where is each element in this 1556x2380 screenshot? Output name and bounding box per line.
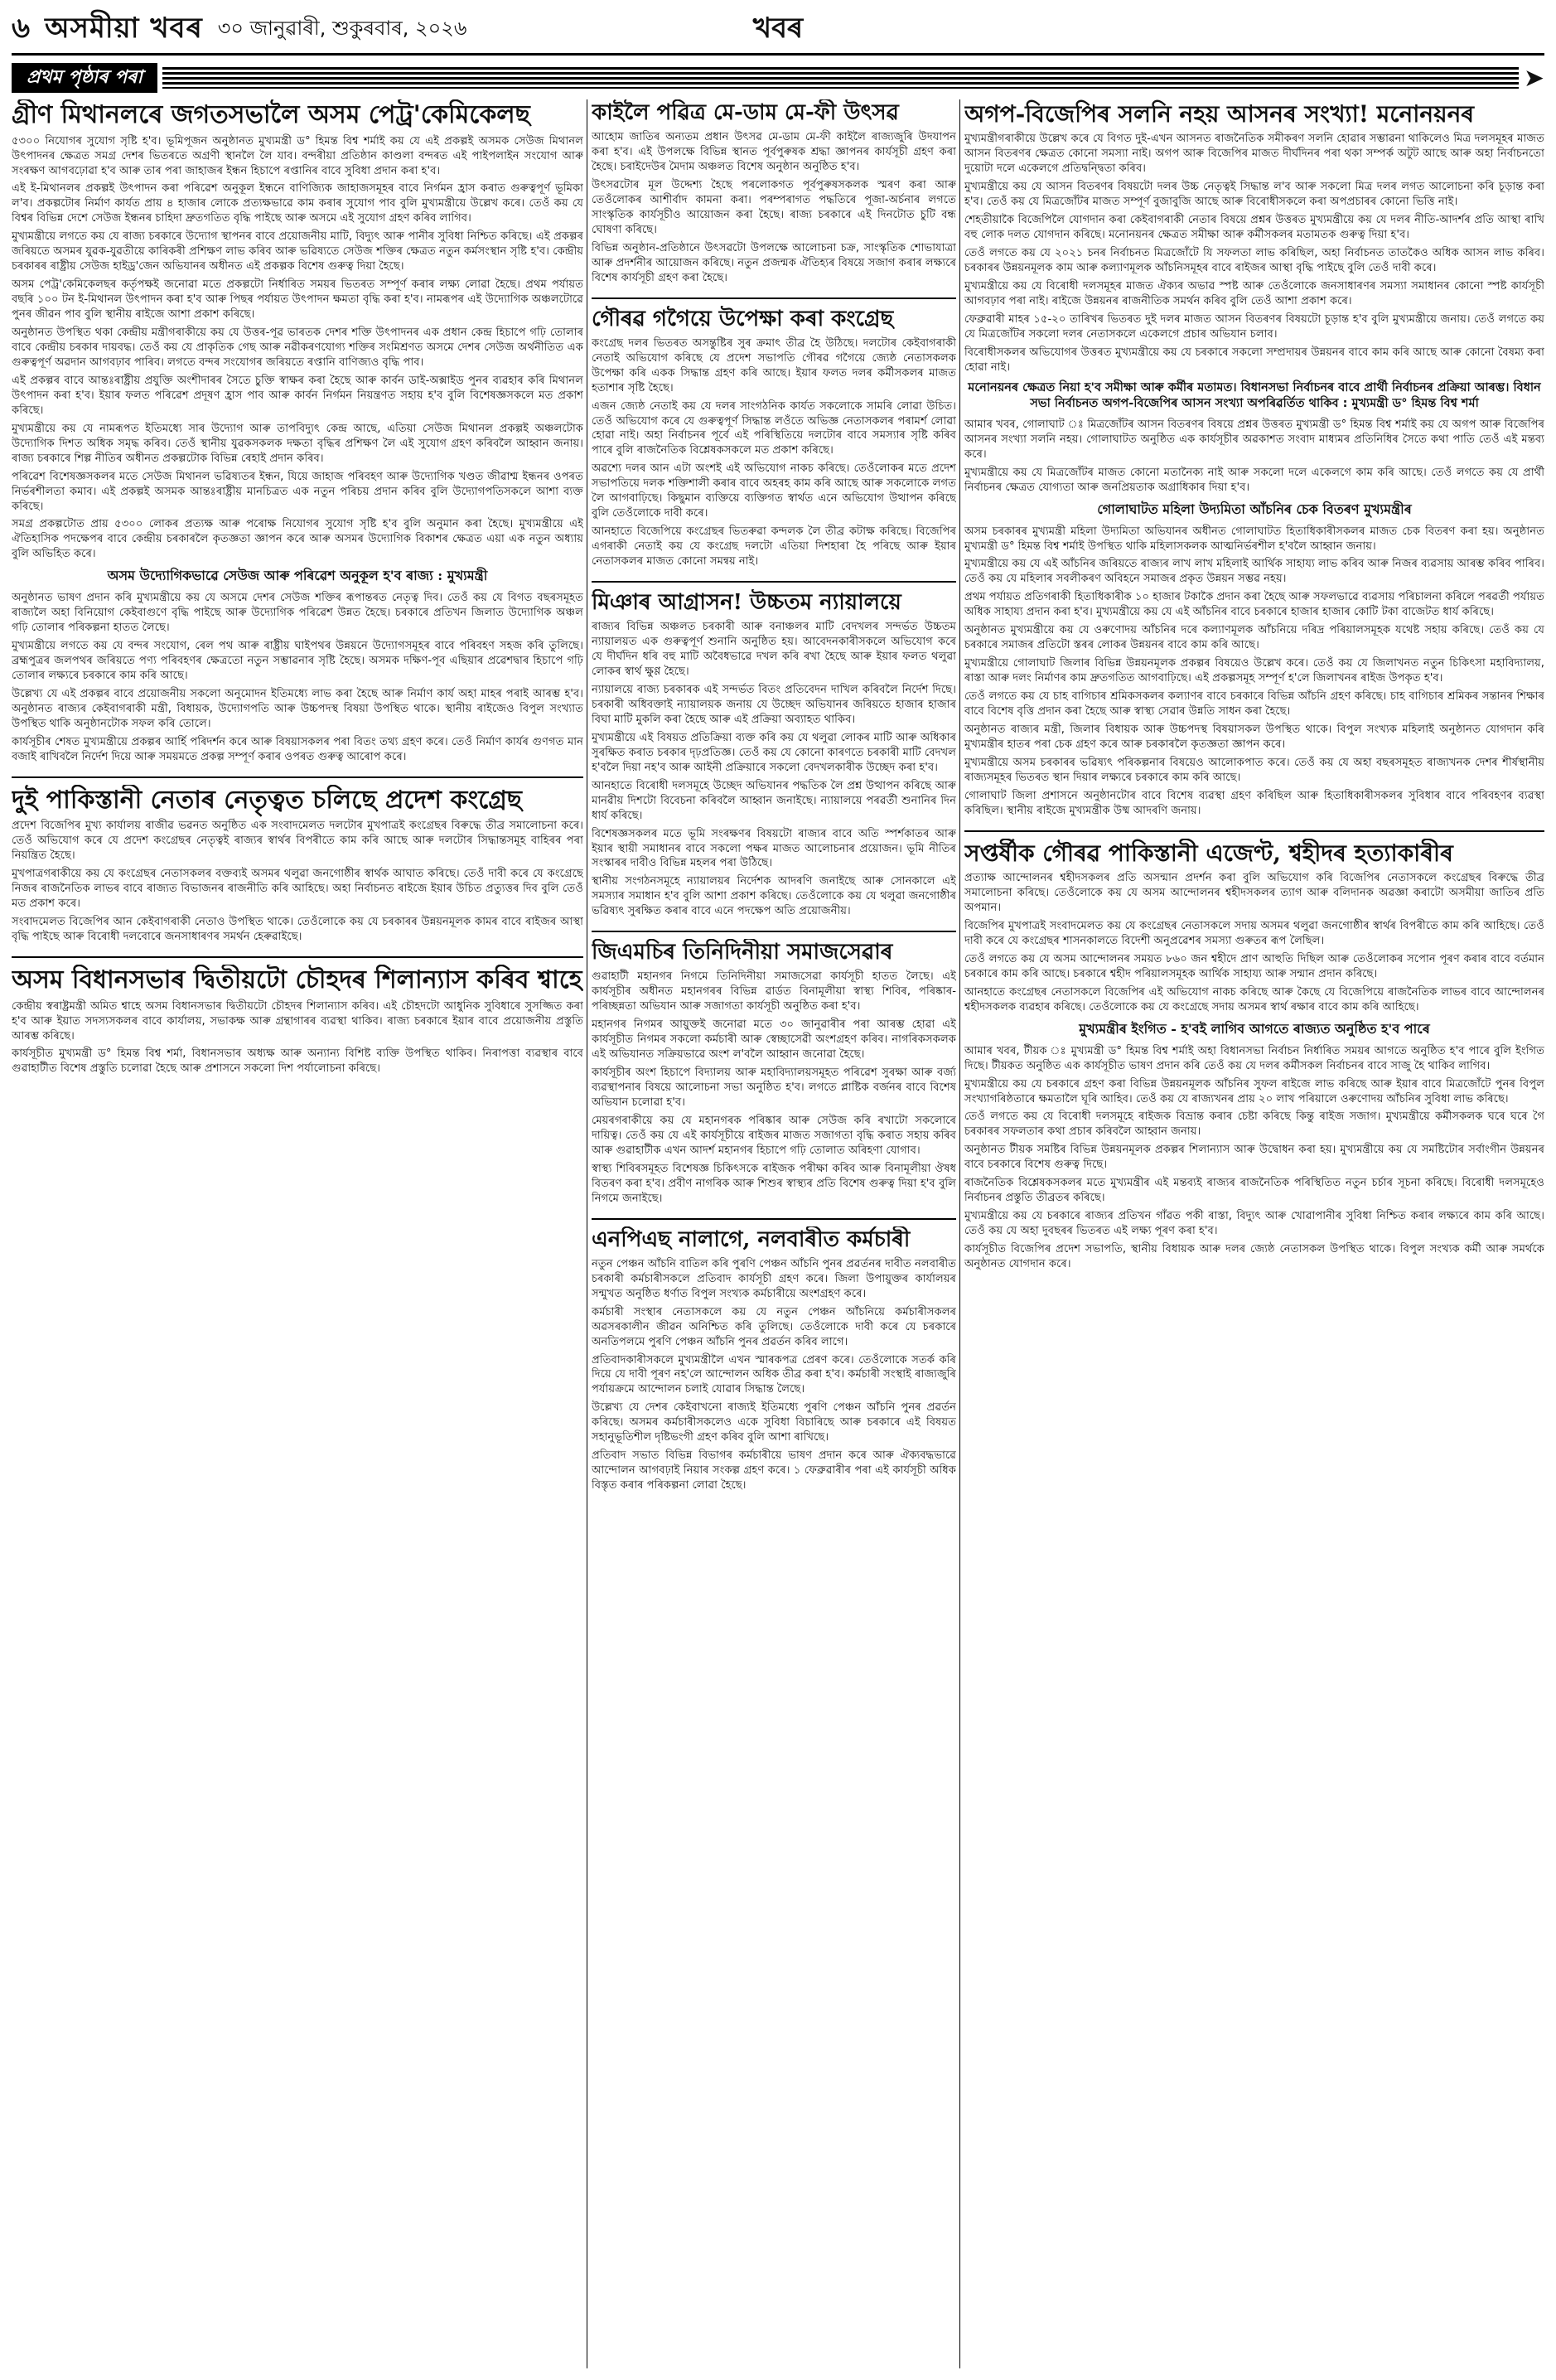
paragraph: আমাৰ খবৰ, টীয়ক ঃ মুখ্যমন্ত্ৰী ড° হিমন্ত বিশ্ব শৰ্মাই অহা বিধানসভা নিৰ্বাচন নিৰ্ধাৰিত সময়ৰ আগতে অনুষ্ঠিত হ'ব পাৰে বুলি ইংগিত দিছে। টীয়কত অনুষ্ঠিত এক কাৰ্যসূচীত ভাষণ প্ৰদান কৰি তেওঁ কয় যে দলৰ কৰ্মীসকল নিৰ্বাচনৰ বাবে সাজু হৈ থাকিব লাগিব। (964, 1044, 1544, 1072)
headline: জিএমচিৰ তিনিদিনীয়া সমাজসেৱাৰ (592, 940, 893, 965)
paragraph: মহানগৰ নিগমৰ আয়ুক্তই জনোৱা মতে ৩০ জানুৱাৰীৰ পৰা আৰম্ভ হোৱা এই কাৰ্যসূচীত নিগমৰ সকলো কৰ্মচাৰী আৰু স্বেচ্ছাসেৱী অংশগ্ৰহণ কৰিব। নাগৰিকসকলক এই অভিযানত সক্ৰিয়ভাৱে অংশ ল'বলৈ আহ্বান জনোৱা হৈছে। (592, 1018, 956, 1062)
paragraph: অনুষ্ঠানত ৰাজ্যৰ মন্ত্ৰী, জিলাৰ বিধায়ক আৰু উচ্চপদস্থ বিষয়াসকল উপস্থিত থাকে। বিপুল সংখ্যক মহিলাই অনুষ্ঠানত যোগদান কৰি মুখ্যমন্ত্ৰীৰ হাতৰ পৰা চেক গ্ৰহণ কৰে আৰু চৰকাৰলৈ কৃতজ্ঞতা জ্ঞাপন কৰে। (964, 723, 1544, 751)
article-gaurav-gogoi (592, 306, 956, 573)
column-left (12, 99, 583, 2368)
paragraph: ন্যায়ালয়ে ৰাজ্য চৰকাৰক এই সন্দৰ্ভত বিতং প্ৰতিবেদন দাখিল কৰিবলৈ নিৰ্দেশ দিছে। চৰকাৰী অধিবক্তাই ন্যায়ালয়ক জনায় যে উচ্ছেদ অভিযানৰ জৰিয়তে হাজাৰ হাজাৰ বিঘা মাটি মুকলি কৰা হৈছে আৰু এই প্ৰক্ৰিয়া অব্যাহত থাকিব। (592, 683, 956, 726)
paragraph: কৰ্মচাৰী সংস্থাৰ নেতাসকলে কয় যে নতুন পেঞ্চন আঁচনিয়ে কৰ্মচাৰীসকলৰ অৱসৰকালীন জীৱন অনিশ্চিত কৰি তুলিছে। তেওঁলোকে দাবী কৰে যে চৰকাৰে অনতিপলমে পুৰণি পেঞ্চন আঁচনি পুনৰ প্ৰৱৰ্তন কৰিব লাগে। (592, 1305, 956, 1348)
paragraph: মুখ্যমন্ত্ৰীয়ে কয় যে মিত্ৰজোঁটৰ মাজত কোনো মতানৈক্য নাই আৰু সকলো দলে একেলগে কাম কৰি আছে। তেওঁ লগতে কয় যে প্ৰাৰ্থী নিৰ্বাচনৰ ক্ষেত্ৰত যোগ্যতা আৰু জনপ্ৰিয়তাক অগ্ৰাধিকাৰ দিয়া হ'ব। (964, 466, 1544, 494)
paragraph: এই প্ৰকল্পৰ বাবে আন্তঃৰাষ্ট্ৰীয় প্ৰযুক্তি অংশীদাৰৰ সৈতে চুক্তি স্বাক্ষৰ কৰা হৈছে আৰু কাৰ্বন ডাই-অক্সাইড পুনৰ ব্যৱহাৰ কৰি মিথানল উৎপাদন কৰা হ'ব। ইয়াৰ ফলত পৰিৱেশ প্ৰদূষণ হ্ৰাস পাব আৰু কাৰ্বন নিৰ্গমন নিয়ন্ত্ৰণত সহায় হ'ব বুলি বিশেষজ্ঞসকলে মত প্ৰকাশ কৰিছে। (12, 374, 583, 417)
paragraph: বিজেপিৰ মুখপাত্ৰই সংবাদমেলত কয় যে কংগ্ৰেছৰ নেতাসকলে সদায় অসমৰ থলুৱা জনগোষ্ঠীৰ স্বাৰ্থৰ বিপৰীতে কাম কৰি আহিছে। তেওঁ দাবী কৰে যে কংগ্ৰেছৰ শাসনকালতে বিদেশী অনুপ্ৰৱেশৰ সমস্যা গুৰুতৰ ৰূপ লৈছিল। (964, 919, 1544, 947)
paragraph: প্ৰতিবাদ সভাত বিভিন্ন বিভাগৰ কৰ্মচাৰীয়ে ভাষণ প্ৰদান কৰে আৰু ঐক্যবদ্ধভাৱে আন্দোলন আগবঢ়াই নিয়াৰ সংকল্প গ্ৰহণ কৰে। ১ ফেব্ৰুৱাৰীৰ পৰা এই কাৰ্যসূচী অধিক বিস্তৃত কৰাৰ পৰিকল্পনা লোৱা হৈছে। (592, 1449, 956, 1492)
paragraph: উল্লেখ্য যে এই প্ৰকল্পৰ বাবে প্ৰয়োজনীয় সকলো অনুমোদন ইতিমধ্যে লাভ কৰা হৈছে আৰু নিৰ্মাণ কাৰ্য অহা মাহৰ পৰাই আৰম্ভ হ'ব। অনুষ্ঠানত ৰাজ্যৰ কেইবাগৰাকী মন্ত্ৰী, বিধায়ক, উদ্যোগপতি আৰু উচ্চপদস্থ বিষয়া উপস্থিত থাকে। স্থানীয় ৰাইজেও বিপুল সংখ্যাত উপস্থিত থাকি অনুষ্ঠানটোক সফল কৰি তোলে। (12, 688, 583, 730)
divider (592, 931, 956, 932)
page-number: ৬ (12, 11, 31, 45)
paragraph: পৰিৱেশ বিশেষজ্ঞসকলৰ মতে সেউজ মিথানল ভৱিষ্যতৰ ইন্ধন, যিয়ে জাহাজ পৰিবহণ আৰু উদ্যোগিক খণ্ডত জীৱাশ্ম ইন্ধনৰ ওপৰত নিৰ্ভৰশীলতা কমাব। এই প্ৰকল্পই অসমক আন্তঃৰাষ্ট্ৰীয় মানচিত্ৰত এক নতুন পৰিচয় প্ৰদান কৰিব বুলি উদ্যোগপতিসকলে আশা ব্যক্ত কৰিছে। (12, 470, 583, 513)
paragraph: অসম পেট্ৰ'কেমিকেলছৰ কৰ্তৃপক্ষই জনোৱা মতে প্ৰকল্পটো নিৰ্ধাৰিত সময়ৰ ভিতৰত সম্পূৰ্ণ কৰাৰ লক্ষ্য লোৱা হৈছে। প্ৰথম পৰ্যায়ত বছৰি ১০০ টন ই-মিথানল উৎপাদন কৰা হ'ব আৰু পিছৰ পৰ্যায়ত উৎপাদন ক্ষমতা বৃদ্ধি কৰা হ'ব। নামৰূপৰ এই উদ্যোগিক অঞ্চলটোৱে পুনৰ জীৱন পাব বুলি স্থানীয় ৰাইজে আশা প্ৰকাশ কৰিছে। (12, 278, 583, 322)
paragraph: বিশেষজ্ঞসকলৰ মতে ভূমি সংৰক্ষণৰ বিষয়টো ৰাজ্যৰ বাবে অতি স্পৰ্শকাতৰ আৰু ইয়াৰ স্থায়ী সমাধানৰ বাবে সকলো পক্ষৰ মাজত আলোচনাৰ প্ৰয়োজন। ভূমি নীতিৰ সংস্কাৰৰ দাবীও বিভিন্ন মহলৰ পৰা উঠিছে। (592, 827, 956, 870)
paragraph: বিৰোধীসকলৰ অভিযোগৰ উত্তৰত মুখ্যমন্ত্ৰীয়ে কয় যে চৰকাৰে সকলো সম্প্ৰদায়ৰ উন্নয়নৰ বাবে কাম কৰি আছে আৰু কোনো বৈষম্য কৰা হোৱা নাই। (964, 346, 1544, 374)
paragraph: নতুন পেঞ্চন আঁচনি বাতিল কৰি পুৰণি পেঞ্চন আঁচনি পুনৰ প্ৰৱৰ্তনৰ দাবীত নলবাৰীত চৰকাৰী কৰ্মচাৰীসকলে প্ৰতিবাদ কাৰ্যসূচী গ্ৰহণ কৰে। জিলা উপায়ুক্তৰ কাৰ্যালয়ৰ সন্মুখত অনুষ্ঠিত ধৰ্ণাত বিপুল সংখ্যক কৰ্মচাৰীয়ে অংশগ্ৰহণ কৰে। (592, 1257, 956, 1300)
headline: গৌৰৱ গগৈয়ে উপেক্ষা কৰা কংগ্ৰেছ (592, 306, 894, 331)
paragraph: মুখ্যমন্ত্ৰীয়ে কয় যে চৰকাৰে গ্ৰহণ কৰা বিভিন্ন উন্নয়নমূলক আঁচনিৰ সুফল ৰাইজে লাভ কৰিছে আৰু ইয়াৰ বাবে মিত্ৰজোঁটে পুনৰ বিপুল সংখ্যাগৰিষ্ঠতাৰে ক্ষমতালৈ ঘূৰি আহিব। তেওঁ কয় যে ৰাজ্যখনৰ প্ৰায় ২০ লাখ পৰিয়ালে ওৰুণোদয় আঁচনিৰ সুবিধা লাভ কৰিছে। (964, 1077, 1544, 1105)
divider (964, 830, 1544, 832)
headline: গ্ৰীণ মিথানলৰে জগতসভালৈ অসম পেট্ৰ'কেমিকেলছ (12, 100, 530, 129)
article-assembly-complex (12, 965, 583, 1080)
paragraph: আহোম জাতিৰ অন্যতম প্ৰধান উৎসৱ মে-ডাম মে-ফী কাইলৈ ৰাজ্যজুৰি উদযাপন কৰা হ'ব। এই উপলক্ষে বিভিন্ন স্থানত পূৰ্বপুৰুষক শ্ৰদ্ধা জ্ঞাপনৰ কাৰ্যসূচী গ্ৰহণ কৰা হৈছে। চৰাইদেউৰ মৈদাম অঞ্চলত বিশেষ অনুষ্ঠান অনুষ্ঠিত হ'ব। (592, 131, 956, 174)
paragraph: কাৰ্যসূচীত মুখ্যমন্ত্ৰী ড° হিমন্ত বিশ্ব শৰ্মা, বিধানসভাৰ অধ্যক্ষ আৰু অন্যান্য বিশিষ্ট ব্যক্তি উপস্থিত থাকিব। নিৰাপত্তা ব্যৱস্থাৰ বাবে গুৱাহাটীত বিশেষ প্ৰস্তুতি চলোৱা হৈছে আৰু প্ৰশাসনে সকলো দিশ পৰ্যালোচনা কৰিছে। (12, 1047, 583, 1076)
article-saptarshi-agent (964, 839, 1544, 1275)
headline: এনপিএছ নালাগে, নলবাৰীত কৰ্মচাৰী (592, 1226, 911, 1252)
paragraph: মুখ্যমন্ত্ৰীয়ে লগতে কয় যে ৰাজ্য চৰকাৰে উদ্যোগ স্থাপনৰ বাবে প্ৰয়োজনীয় মাটি, বিদ্যুৎ আৰু পানীৰ সুবিধা নিশ্চিত কৰিছে। এই প্ৰকল্পৰ জৰিয়তে অসমৰ যুৱক-যুৱতীয়ে কাৰিকৰী প্ৰশিক্ষণ লাভ কৰিব আৰু ভৱিষ্যতে সেউজ শক্তিৰ ক্ষেত্ৰত নতুন কৰ্মসংস্থান সৃষ্টি হ'ব। কেন্দ্ৰীয় চৰকাৰৰ ৰাষ্ট্ৰীয় সেউজ হাইড্ৰ'জেন অভিযানৰ অধীনত এই প্ৰকল্পক বিশেষ গুৰুত্ব দিয়া হৈছে। (12, 230, 583, 273)
paragraph: সংবাদমেলত বিজেপিৰ আন কেইবাগৰাকী নেতাও উপস্থিত থাকে। তেওঁলোকে কয় যে চৰকাৰৰ উন্নয়নমূলক কামৰ বাবে ৰাইজৰ আস্থা বৃদ্ধি পাইছে আৰু বিৰোধী দলবোৰে জনসাধাৰণৰ সমৰ্থন হেৰুৱাইছে। (12, 916, 583, 944)
paragraph: গোলাঘাট জিলা প্ৰশাসনে অনুষ্ঠানটোৰ বাবে বিশেষ ব্যৱস্থা গ্ৰহণ কৰিছিল আৰু হিতাধিকাৰীসকলৰ সুবিধাৰ বাবে পৰিবহণৰ ব্যৱস্থা কৰিছিল। স্থানীয় ৰাইজে মুখ্যমন্ত্ৰীক উষ্ম আদৰণি জনায়। (964, 789, 1544, 817)
paragraph: স্থানীয় সংগঠনসমূহে ন্যায়ালয়ৰ নিৰ্দেশক আদৰণি জনাইছে আৰু সোনকালে এই সমস্যাৰ সমাধান হ'ব বুলি আশা প্ৰকাশ কৰিছে। তেওঁলোকে কয় যে থলুৱা জনগোষ্ঠীৰ ভৱিষ্যৎ সুৰক্ষিত কৰাৰ বাবে এনে পদক্ষেপ অতি প্ৰয়োজনীয়। (592, 875, 956, 918)
article-pakistani-leaders (12, 785, 583, 948)
issue-date: ৩০ জানুৱাৰী, শুকুৰবাৰ, ২০২৬ (217, 17, 467, 40)
headline: দুই পাকিস্তানী নেতাৰ নেতৃত্বত চলিছে প্ৰদেশ কংগ্ৰেছ (12, 785, 522, 815)
article-body (12, 134, 583, 563)
paragraph: প্ৰথম পৰ্যায়ত প্ৰতিগৰাকী হিতাধিকাৰীক ১০ হাজাৰ টকাকৈ প্ৰদান কৰা হৈছে আৰু সফলভাৱে ব্যৱসায় পৰিচালনা কৰিলে পৰৱৰ্তী পৰ্যায়ত অধিক সাহায্য প্ৰদান কৰা হ'ব। মুখ্যমন্ত্ৰীয়ে কয় যে এই আঁচনিৰ বাবে চৰকাৰে হাজাৰ হাজাৰ কোটি টকা বাজেটত ধাৰ্য কৰিছে। (964, 591, 1544, 619)
paragraph: মুখপাত্ৰগৰাকীয়ে কয় যে কংগ্ৰেছৰ নেতাসকলৰ বক্তব্যই অসমৰ থলুৱা জনগোষ্ঠীৰ স্বাৰ্থক আঘাত কৰিছে। তেওঁ দাবী কৰে যে কংগ্ৰেছে নিজৰ ৰাজনৈতিক লাভৰ বাবে ৰাজ্যত বিভাজনৰ ৰাজনীতি কৰি আহিছে। অহা নিৰ্বাচনত ৰাইজে ইয়াৰ উচিত প্ৰত্যুত্তৰ দিব বুলি তেওঁ মত প্ৰকাশ কৰে। (12, 868, 583, 911)
subheadline: মুখ্যমন্ত্ৰীৰ ইংগিত - হ'বই লাগিব আগতে ৰাজ্যত অনুষ্ঠিত হ'ব পাৰে (1079, 1020, 1430, 1037)
paragraph: ৰাজ্যৰ বিভিন্ন অঞ্চলত চৰকাৰী আৰু বনাঞ্চলৰ মাটি বেদখলৰ সন্দৰ্ভত উচ্চতম ন্যায়ালয়ত এক গুৰুত্বপূৰ্ণ শুনানি অনুষ্ঠিত হয়। আবেদনকাৰীসকলে অভিযোগ কৰে যে দীৰ্ঘদিন ধৰি বহু মাটি অবৈধভাৱে দখল কৰি ৰখা হৈছে আৰু ইয়াৰ ফলত থলুৱা লোকৰ স্বাৰ্থ ক্ষুণ্ণ হৈছে। (592, 621, 956, 679)
divider (592, 1218, 956, 1220)
masthead (12, 7, 1544, 56)
column-middle (592, 99, 956, 2368)
paragraph: আনহাতে বিৰোধী দলসমূহে উচ্ছেদ অভিযানৰ পদ্ধতিক লৈ প্ৰশ্ন উত্থাপন কৰিছে আৰু মানৱীয় দিশটো বিবেচনা কৰিবলৈ আহ্বান জনাইছে। ন্যায়ালয়ে পৰৱৰ্তী শুনানিৰ দিন ধাৰ্য কৰিছে। (592, 779, 956, 822)
paragraph: অনুষ্ঠানত উপস্থিত থকা কেন্দ্ৰীয় মন্ত্ৰীগৰাকীয়ে কয় যে উত্তৰ-পূৱ ভাৰতক দেশৰ শক্তি উৎপাদনৰ এক প্ৰধান কেন্দ্ৰ হিচাপে গঢ়ি তোলাৰ বাবে কেন্দ্ৰীয় চৰকাৰ দায়বদ্ধ। তেওঁ কয় যে প্ৰাকৃতিক গেছ আৰু নৱীকৰণযোগ্য শক্তিৰ সংমিশ্ৰণত অসমে দেশৰ সেউজ অৰ্থনীতিত এক গুৰুত্বপূৰ্ণ অৱদান আগবঢ়াব পাৰিব। লগতে বন্দৰ সংযোগৰ জৰিয়তে ৰপ্তানি বাণিজ্যও বৃদ্ধি পাব। (12, 327, 583, 369)
paragraph: মুখ্যমন্ত্ৰীয়ে এই বিষয়ত প্ৰতিক্ৰিয়া ব্যক্ত কৰি কয় যে থলুৱা লোকৰ মাটি আৰু অধিকাৰ সুৰক্ষিত কৰাত চৰকাৰ দৃঢ়প্ৰতিজ্ঞ। তেওঁ কয় যে কোনো কাৰণতে চৰকাৰী মাটি বেদখল হ'বলৈ দিয়া নহ'ব আৰু আইনী প্ৰক্ৰিয়াৰে সকলো বেদখলকাৰীক উচ্ছেদ কৰা হ'ব। (592, 731, 956, 774)
paragraph: মুখ্যমন্ত্ৰীয়ে কয় যে বিৰোধী দলসমূহৰ মাজত ঐক্যৰ অভাৱ স্পষ্ট আৰু তেওঁলোকে জনসাধাৰণৰ সমস্যা সমাধানৰ কোনো স্পষ্ট কাৰ্যসূচী আগবঢ়াব পৰা নাই। ৰাইজে উন্নয়নৰ ৰাজনীতিক সমৰ্থন কৰিব বুলি তেওঁ আশা প্ৰকাশ কৰে। (964, 279, 1544, 307)
arrow-right-icon: ➤ (1523, 63, 1544, 93)
masthead-left (12, 7, 466, 54)
paragraph: মুখ্যমন্ত্ৰীয়ে অসম চৰকাৰৰ ভৱিষ্যৎ পৰিকল্পনাৰ বিষয়েও আলোকপাত কৰে। তেওঁ কয় যে অহা বছৰসমূহত ৰাজ্যখনক দেশৰ শীৰ্ষস্থানীয় ৰাজ্যসমূহৰ ভিতৰত স্থান দিয়াৰ লক্ষ্যৰে চৰকাৰে কাম কৰি আছে। (964, 756, 1544, 784)
subheadline: গোলাঘাটত মহিলা উদ্যমিতা আঁচনিৰ চেক বিতৰণ মুখ্যমন্ত্ৰীৰ (1097, 501, 1412, 517)
paragraph: মুখ্যমন্ত্ৰীয়ে কয় যে আসন বিতৰণৰ বিষয়টো দলৰ উচ্চ নেতৃত্বই সিদ্ধান্ত ল'ব আৰু সকলো মিত্ৰ দলৰ লগত আলোচনা কৰি চূড়ান্ত কৰা হ'ব। তেওঁ কয় যে মিত্ৰজোঁটৰ মাজত সম্পূৰ্ণ বুজাবুজি আছে আৰু বিৰোধীসকলে কৰা অপপ্ৰচাৰৰ কোনো ভিত্তি নাই। (964, 181, 1544, 209)
paragraph: মুখ্যমন্ত্ৰীয়ে লগতে কয় যে বন্দৰ সংযোগ, ৰেল পথ আৰু ৰাষ্ট্ৰীয় ঘাইপথৰ উন্নয়নে উদ্যোগসমূহৰ বাবে পৰিবহণ সহজ কৰি তুলিছে। ব্ৰহ্মপুত্ৰৰ জলপথৰ জৰিয়তে পণ্য পৰিবহণৰ ক্ষেত্ৰতো নতুন সম্ভাৱনাৰ সৃষ্টি হৈছে। অসমক দক্ষিণ-পূব এছিয়াৰ প্ৰৱেশদ্বাৰ হিচাপে গঢ়ি তোলাৰ লক্ষ্যৰে চৰকাৰে কাম কৰি আছে। (12, 640, 583, 683)
column-right (964, 99, 1544, 2368)
paragraph: তেওঁ লগতে কয় যে অসম আন্দোলনৰ সময়ত ৮৬০ জন শ্বহীদে প্ৰাণ আহুতি দিছিল আৰু তেওঁলোকৰ সপোন পূৰণ কৰাৰ বাবে বৰ্তমান চৰকাৰে কাম কৰি আছে। চৰকাৰে শ্বহীদ পৰিয়ালসমূহক আৰ্থিক সাহায্য আৰু সন্মান প্ৰদান কৰিছে। (964, 952, 1544, 980)
column-divider (959, 99, 960, 2368)
paragraph: ৫৩০০ নিযোগৰ সুযোগ সৃষ্টি হ'ব। ভূমিপূজন অনুষ্ঠানত মুখ্যমন্ত্ৰী ড° হিমন্ত বিশ্ব শৰ্মাই কয় যে এই প্ৰকল্পই অসমক সেউজ মিথানল উৎপাদনৰ ক্ষেত্ৰত সমগ্ৰ দেশৰ ভিতৰতে অগ্ৰণী স্থানলৈ লৈ যাব। বন্দৰীয়া প্ৰতিষ্ঠান কাণ্ডলা বন্দৰত এই পাইপলাইন সংযোগ আৰু সংৰক্ষণ আগবঢ়োৱা হ'ব আৰু তাৰ পৰা জাহাজৰ ইন্ধন হিচাপে ৰপ্তানিৰ বাবে সুবিধা প্ৰদান কৰা হ'ব। (12, 134, 583, 177)
paragraph: প্ৰতিবাদকাৰীসকলে মুখ্যমন্ত্ৰীলৈ এখন স্মাৰকপত্ৰ প্ৰেৰণ কৰে। তেওঁলোকে সতৰ্ক কৰি দিয়ে যে দাবী পূৰণ নহ'লে আন্দোলন অধিক তীব্ৰ কৰা হ'ব। কৰ্মচাৰী সংস্থাই ৰাজ্যজুৰি পৰ্যায়ক্ৰমে আন্দোলন চলাই যোৱাৰ সিদ্ধান্ত লৈছে। (592, 1353, 956, 1396)
paragraph: প্ৰত্যাক্ষ আন্দোলনৰ শ্বহীদসকলৰ প্ৰতি অসন্মান প্ৰদৰ্শন কৰা বুলি অভিযোগ কৰি বিজেপিৰ নেতাসকলে কংগ্ৰেছৰ বিৰুদ্ধে তীব্ৰ সমালোচনা কৰিছে। তেওঁলোকে কয় যে অসম আন্দোলনৰ শ্বহীদসকলৰ ত্যাগ আৰু বলিদানক অৱজ্ঞা কৰাটো অসমীয়া জাতিৰ প্ৰতি অপমান। (964, 872, 1544, 914)
bar-rule (162, 67, 1519, 89)
paragraph: শেহতীয়াকৈ বিজেপিলৈ যোগদান কৰা কেইবাগৰাকী নেতাৰ বিষয়ে প্ৰশ্নৰ উত্তৰত মুখ্যমন্ত্ৰীয়ে কয় যে দলৰ নীতি-আদৰ্শৰ প্ৰতি আস্থা ৰাখি বহু লোক দলত যোগদান কৰিছে। মনোনয়নৰ ক্ষেত্ৰত সমীক্ষা আৰু কৰ্মীসকলৰ মতামতক গুৰুত্ব দিয়া হ'ব। (964, 214, 1544, 242)
continued-bar (12, 63, 1544, 93)
section-title: খবৰ (752, 11, 804, 45)
subheadline: অসম উদ্যোগিকভাৱে সেউজ আৰু পৰিৱেশ অনুকূল হ'ব ৰাজ্য : মুখ্যমন্ত্ৰী (107, 568, 488, 584)
paragraph: মেয়ৰগৰাকীয়ে কয় যে মহানগৰক পৰিষ্কাৰ আৰু সেউজ কৰি ৰখাটো সকলোৰে দায়িত্ব। তেওঁ কয় যে এই কাৰ্যসূচীয়ে ৰাইজৰ মাজত সজাগতা বৃদ্ধি কৰাত সহায় কৰিব আৰু গুৱাহাটীক এখন আদৰ্শ মহানগৰ হিচাপে গঢ়ি তোলাত অৰিহণা যোগাব। (592, 1114, 956, 1157)
paragraph: তেওঁ লগতে কয় যে ২০২১ চনৰ নিৰ্বাচনত মিত্ৰজোঁটে যি সফলতা লাভ কৰিছিল, অহা নিৰ্বাচনত তাতকৈও অধিক আসন লাভ কৰিব। চৰকাৰৰ উন্নয়নমূলক কাম আৰু কল্যাণমূলক আঁচনিসমূহৰ বাবে ৰাইজৰ আস্থা বৃদ্ধি পাইছে বুলি তেওঁ দাবী কৰে। (964, 247, 1544, 274)
paragraph: কাৰ্যসূচীৰ শেষত মুখ্যমন্ত্ৰীয়ে প্ৰকল্পৰ আৰ্হি পৰিদৰ্শন কৰে আৰু বিষয়াসকলৰ পৰা বিতং তথ্য গ্ৰহণ কৰে। তেওঁ নিৰ্মাণ কাৰ্যৰ গুণগত মান বজাই ৰাখিবলৈ নিৰ্দেশ দিয়ে আৰু সময়মতে প্ৰকল্প সম্পূৰ্ণ কৰাৰ ওপৰত গুৰুত্ব আৰোপ কৰে। (12, 735, 583, 763)
paragraph: প্ৰদেশ বিজেপিৰ মুখ্য কাৰ্যালয় ৰাজীৱ ভৱনত অনুষ্ঠিত এক সংবাদমেলত দলটোৰ মুখপাত্ৰই কংগ্ৰেছৰ বিৰুদ্ধে তীব্ৰ সমালোচনা কৰে। তেওঁ অভিযোগ কৰে যে প্ৰদেশ কংগ্ৰেছৰ নেতৃত্বই ৰাজ্যৰ স্বাৰ্থৰ বিপৰীতে কাম কৰি আছে আৰু দলটোৰ সিদ্ধান্তসমূহ বাহিৰৰ পৰা নিয়ন্ত্ৰিত হৈছে। (12, 820, 583, 863)
paper-name: অসমীয়া খবৰ (45, 11, 203, 45)
headline: মিঞাৰ আগ্ৰাসন! উচ্চতম ন্যায়ালয়ে (592, 590, 901, 616)
divider (12, 956, 583, 958)
continued-label: প্ৰথম পৃষ্ঠাৰ পৰা (12, 63, 157, 93)
paragraph: কাৰ্যসূচীত বিজেপিৰ প্ৰদেশ সভাপতি, স্থানীয় বিধায়ক আৰু দলৰ জ্যেষ্ঠ নেতাসকল উপস্থিত থাকে। বিপুল সংখ্যক কৰ্মী আৰু সমৰ্থকে অনুষ্ঠানত যোগদান কৰে। (964, 1243, 1544, 1271)
paragraph: আমাৰ খবৰ, গোলাঘাট ঃ মিত্ৰজোঁটৰ আসন বিতৰণৰ বিষয়ে প্ৰশ্নৰ উত্তৰত মুখ্যমন্ত্ৰী ড° হিমন্ত বিশ্ব শৰ্মাই কয় যে অগপ আৰু বিজেপিৰ আসনৰ সংখ্যা সলনি নহয়। গোলাঘাটত অনুষ্ঠিত এক কাৰ্যসূচীৰ অৱকাশত সংবাদ মাধ্যমৰ প্ৰতিনিধিৰ সৈতে কথা পাতি তেওঁ এই মন্তব্য কৰে। (964, 418, 1544, 461)
paragraph: আনহাতে কংগ্ৰেছৰ নেতাসকলে বিজেপিৰ এই অভিযোগ নাকচ কৰিছে আৰু কৈছে যে বিজেপিয়ে ৰাজনৈতিক লাভৰ বাবে আন্দোলনৰ শ্বহীদসকলক ব্যৱহাৰ কৰিছে। তেওঁলোকে কয় যে কংগ্ৰেছে সদায় অসমৰ স্বাৰ্থ ৰক্ষাৰ বাবে কাম কৰি আহিছে। (964, 985, 1544, 1013)
pull-quote: মনোনয়নৰ ক্ষেত্ৰত নিয়া হ'ব সমীক্ষা আৰু কৰ্মীৰ মতামত। বিধানসভা নিৰ্বাচনৰ বাবে প্ৰাৰ্থী নিৰ্বাচনৰ প্ৰক্ৰিয়া আৰম্ভ। বিধান সভা নিৰ্বাচনত অগপ-বিজেপিৰ আসন সংখ্যা অপৰিৱৰ্তিত থাকিব : মুখ্যমন্ত্ৰী ড° হিমন্ত বিশ্ব শৰ্মা (968, 380, 1541, 411)
paragraph: কাৰ্যসূচীৰ অংশ হিচাপে বিদ্যালয় আৰু মহাবিদ্যালয়সমূহত পৰিৱেশ সুৰক্ষা আৰু বৰ্জ্য ব্যৱস্থাপনাৰ বিষয়ে আলোচনা সভা অনুষ্ঠিত হ'ব। লগতে প্লাষ্টিক বৰ্জনৰ বাবে বিশেষ অভিযান চলোৱা হ'ব। (592, 1067, 956, 1109)
paragraph: সমগ্ৰ প্ৰকল্পটোত প্ৰায় ৫৩০০ লোকৰ প্ৰত্যক্ষ আৰু পৰোক্ষ নিযোগৰ সুযোগ সৃষ্টি হ'ব বুলি অনুমান কৰা হৈছে। মুখ্যমন্ত্ৰীয়ে এই ঐতিহাসিক পদক্ষেপৰ বাবে কেন্দ্ৰীয় চৰকাৰলৈ কৃতজ্ঞতা জ্ঞাপন কৰে আৰু অসমৰ উদ্যোগিক বিকাশৰ ক্ষেত্ৰত এয়া এক নতুন অধ্যায় বুলি অভিহিত কৰে। (12, 518, 583, 561)
headline: কাইলৈ পৱিত্ৰ মে-ডাম মে-ফী উৎসৱ (592, 100, 899, 125)
divider (12, 776, 583, 778)
paragraph: আনহাতে বিজেপিয়ে কংগ্ৰেছৰ ভিতৰুৱা কন্দলক লৈ তীব্ৰ কটাক্ষ কৰিছে। বিজেপিৰ এগৰাকী নেতাই কয় যে কংগ্ৰেছ দলটো এতিয়া দিশহাৰা হৈ পৰিছে আৰু ইয়াৰ নেতাসকলৰ মাজত কোনো সমন্বয় নাই। (592, 525, 956, 568)
paragraph: অনুষ্ঠানত মুখ্যমন্ত্ৰীয়ে কয় যে ওৰুণোদয় আঁচনিৰ দৰে কল্যাণমূলক আঁচনিয়ে দৰিদ্ৰ পৰিয়ালসমূহক যথেষ্ট সহায় কৰিছে। তেওঁ কয় যে চৰকাৰে সমাজৰ প্ৰতিটো স্তৰৰ লোকৰ উন্নয়নৰ বাবে কাম কৰি আছে। (964, 624, 1544, 652)
headline: অগপ-বিজেপিৰ সলনি নহয় আসনৰ সংখ্যা! মনোনয়নৰ (964, 100, 1475, 128)
article-green-methanol (12, 99, 583, 768)
paragraph: মুখ্যমন্ত্ৰীয়ে কয় যে এই আঁচনিৰ জৰিয়তে ৰাজ্যৰ লাখ লাখ মহিলাই আৰ্থিক সাহায্য লাভ কৰিব আৰু নিজৰ ব্যৱসায় আৰম্ভ কৰিব পাৰিব। তেওঁ কয় যে মহিলাৰ সবলীকৰণ অবিহনে সমাজৰ প্ৰকৃত উন্নয়ন সম্ভৱ নহয়। (964, 558, 1544, 586)
paragraph: অসম চৰকাৰৰ মুখ্যমন্ত্ৰী মহিলা উদ্যমিতা অভিযানৰ অধীনত গোলাঘাটত হিতাধিকাৰীসকলৰ মাজত চেক বিতৰণ কৰা হয়। অনুষ্ঠানত মুখ্যমন্ত্ৰী ড° হিমন্ত বিশ্ব শৰ্মাই উপস্থিত থাকি মহিলাসকলক আত্মনিৰ্ভৰশীল হ'বলৈ আহ্বান জনায়। (964, 525, 1544, 553)
divider (592, 581, 956, 583)
paragraph: মুখ্যমন্ত্ৰীগৰাকীয়ে উল্লেখ কৰে যে বিগত দুই-এখন আসনত ৰাজনৈতিক সমীকৰণ সলনি হোৱাৰ সম্ভাৱনা থাকিলেও মিত্ৰ দলসমূহৰ মাজত আসন বিতৰণৰ ক্ষেত্ৰত কোনো সমস্যা নাই। অগপ আৰু বিজেপিৰ মাজত দীৰ্ঘদিনৰ পৰা থকা সম্পৰ্ক অটুট আছে আৰু অহা নিৰ্বাচনতো দুয়োটা দলে একেলগে প্ৰতিদ্বন্দ্বিতা কৰিব। (964, 133, 1544, 176)
paragraph: এজন জ্যেষ্ঠ নেতাই কয় যে দলৰ সাংগঠনিক কাৰ্যত সকলোকে সামৰি লোৱা উচিত। তেওঁ অভিযোগ কৰে যে গুৰুত্বপূৰ্ণ সিদ্ধান্ত লওঁতে অভিজ্ঞ নেতাসকলৰ পৰামৰ্শ লোৱা হোৱা নাই। অহা নিৰ্বাচনৰ পূৰ্বে এই পৰিস্থিতিয়ে দলটোৰ বাবে সমস্যাৰ সৃষ্টি কৰিব পাৰে বুলি ৰাজনৈতিক বিশ্লেষকসকলে মত প্ৰকাশ কৰিছে। (592, 399, 956, 457)
paragraph: মুখ্যমন্ত্ৰীয়ে কয় যে চৰকাৰে ৰাজ্যৰ প্ৰতিখন গাঁৱত পকী ৰাস্তা, বিদ্যুৎ আৰু খোৱাপানীৰ সুবিধা নিশ্চিত কৰাৰ লক্ষ্যৰে কাম কৰি আছে। তেওঁ কয় যে অহা দুবছৰৰ ভিতৰত এই লক্ষ্য পূৰণ কৰা হ'ব। (964, 1210, 1544, 1238)
paragraph: উৎসৱটোৰ মূল উদ্দেশ্য হৈছে পৰলোকগত পূৰ্বপুৰুষসকলক স্মৰণ কৰা আৰু তেওঁলোকৰ আশীৰ্বাদ কামনা কৰা। পৰম্পৰাগত পদ্ধতিৰে পূজা-অৰ্চনাৰ লগতে সাংস্কৃতিক কাৰ্যসূচীও আয়োজন কৰা হৈছে। ৰাজ্য চৰকাৰে এই দিনটোত চুটি বন্ধ ঘোষণা কৰিছে। (592, 178, 956, 236)
headline: সপ্তৰ্ষীক গৌৰৱ পাকিস্তানী এজেণ্ট, শ্বহীদৰ হত্যাকাৰীৰ (964, 839, 1453, 867)
paragraph: গুৱাহাটী মহানগৰ নিগমে তিনিদিনীয়া সমাজসেৱা কাৰ্যসূচী হাতত লৈছে। এই কাৰ্যসূচীৰ অধীনত মহানগৰৰ বিভিন্ন ৱাৰ্ডত বিনামূলীয়া স্বাস্থ্য শিবিৰ, পৰিষ্কাৰ-পৰিচ্ছন্নতা অভিযান আৰু সজাগতা কাৰ্যসূচী অনুষ্ঠিত কৰা হ'ব। (592, 970, 956, 1013)
paragraph: ফেব্ৰুৱাৰী মাহৰ ১৫-২০ তাৰিখৰ ভিতৰত দুই দলৰ মাজত আসন বিতৰণৰ বিষয়টো চূড়ান্ত হ'ব বুলি মুখ্যমন্ত্ৰীয়ে জনায়। তেওঁ লগতে কয় যে মিত্ৰজোঁটৰ সকলো দলৰ নেতাসকলে একেলগে প্ৰচাৰ অভিযান চলাব। (964, 312, 1544, 341)
article-supreme-court (592, 589, 956, 922)
paragraph: উল্লেখ্য যে দেশৰ কেইবাখনো ৰাজ্যই ইতিমধ্যে পুৰণি পেঞ্চন আঁচনি পুনৰ প্ৰৱৰ্তন কৰিছে। অসমৰ কৰ্মচাৰীসকলেও একে সুবিধা বিচাৰিছে আৰু চৰকাৰে এই বিষয়ত সহানুভূতিশীল দৃষ্টিভংগী গ্ৰহণ কৰিব বুলি আশা ৰাখিছে। (592, 1401, 956, 1444)
article-body (12, 591, 583, 764)
paragraph: কংগ্ৰেছ দলৰ ভিতৰত অসন্তুষ্টিৰ সুৰ ক্ৰমাৎ তীব্ৰ হৈ উঠিছে। দলটোৰ কেইবাগৰাকী নেতাই অভিযোগ কৰিছে যে প্ৰদেশ সভাপতি গৌৰৱ গগৈয়ে জ্যেষ্ঠ নেতাসকলক উপেক্ষা কৰি একক সিদ্ধান্ত গ্ৰহণ কৰি আছে। ইয়াৰ ফলত দলৰ কৰ্মীসকলৰ মাজত হতাশাৰ সৃষ্টি হৈছে। (592, 336, 956, 394)
paragraph: অনুষ্ঠানত ভাষণ প্ৰদান কৰি মুখ্যমন্ত্ৰীয়ে কয় যে অসমে দেশৰ সেউজ শক্তিৰ ৰূপান্তৰত নেতৃত্ব দিব। তেওঁ কয় যে বিগত বছৰসমূহত ৰাজ্যলৈ অহা বিনিয়োগ কেইবাগুণে বৃদ্ধি পাইছে আৰু উদ্যোগিক পৰিৱেশ উন্নত হৈছে। চৰকাৰে প্ৰতিখন জিলাত উদ্যোগিক অঞ্চল গঢ়ি তোলাৰ পৰিকল্পনা হাতত লৈছে। (12, 592, 583, 635)
article-me-dam-me-phi (592, 99, 956, 289)
article-agp-bjp-seats (964, 99, 1544, 822)
headline: অসম বিধানসভাৰ দ্বিতীয়টো চৌহদৰ শিলান্যাস কৰিব শ্বাহে (12, 965, 582, 995)
paragraph: অৱশ্যে দলৰ আন এটা অংশই এই অভিযোগ নাকচ কৰিছে। তেওঁলোকৰ মতে প্ৰদেশ সভাপতিয়ে দলক শক্তিশালী কৰাৰ বাবে অহৰহ কাম কৰি আছে আৰু সকলোকে লগত লৈ আগবাঢ়িছে। কিছুমান ব্যক্তিয়ে ব্যক্তিগত স্বাৰ্থত এনে অভিযোগ উত্থাপন কৰিছে বুলি তেওঁলোকে দাবী কৰে। (592, 462, 956, 520)
paragraph: মুখ্যমন্ত্ৰীয়ে কয় যে নামৰূপত ইতিমধ্যে সাৰ উদ্যোগ আৰু তাপবিদ্যুৎ কেন্দ্ৰ আছে, এতিয়া সেউজ মিথানল প্ৰকল্পই অঞ্চলটোক উদ্যোগিক দিশত অধিক সমৃদ্ধ কৰিব। তেওঁ স্থানীয় যুৱকসকলক দক্ষতা বৃদ্ধিৰ প্ৰশিক্ষণ লৈ এই সুযোগ গ্ৰহণ কৰিবলৈ আহ্বান জনায়। ৰাজ্য চৰকাৰে শিল্প নীতিৰ অধীনত প্ৰকল্পটোক বিভিন্ন ৰেহাই প্ৰদান কৰিব। (12, 422, 583, 465)
paragraph: কেন্দ্ৰীয় স্বৰাষ্ট্ৰমন্ত্ৰী অমিত শ্বাহে অসম বিধানসভাৰ দ্বিতীয়টো চৌহদৰ শিলান্যাস কৰিব। এই চৌহদটো আধুনিক সুবিধাৰে সুসজ্জিত কৰা হ'ব আৰু ইয়াত সদস্যসকলৰ বাবে কাৰ্যালয়, সভাকক্ষ আৰু গ্ৰন্থাগাৰৰ ব্যৱস্থা থাকিব। ৰাজ্য চৰকাৰে ইয়াৰ বাবে প্ৰয়োজনীয় প্ৰস্তুতি আৰম্ভ কৰিছে। (12, 999, 583, 1042)
divider (592, 298, 956, 299)
paragraph: তেওঁ লগতে কয় যে বিৰোধী দলসমূহে ৰাইজক বিভ্ৰান্ত কৰাৰ চেষ্টা কৰিছে কিন্তু ৰাইজ সজাগ। মুখ্যমন্ত্ৰীয়ে কৰ্মীসকলক ঘৰে ঘৰে গৈ চৰকাৰৰ সফলতাৰ কথা প্ৰচাৰ কৰিবলৈ আহ্বান জনায়। (964, 1110, 1544, 1139)
paragraph: ৰাজনৈতিক বিশ্লেষকসকলৰ মতে মুখ্যমন্ত্ৰীৰ এই মন্তব্যই ৰাজ্যৰ ৰাজনৈতিক পৰিস্থিতিত নতুন চৰ্চাৰ সূচনা কৰিছে। বিৰোধী দলসমূহেও নিৰ্বাচনৰ প্ৰস্তুতি তীব্ৰতৰ কৰিছে। (964, 1177, 1544, 1205)
article-gmc-social-service (592, 939, 956, 1209)
paragraph: অনুষ্ঠানত টীয়ক সমষ্টিৰ বিভিন্ন উন্নয়নমূলক প্ৰকল্পৰ শিলান্যাস আৰু উদ্বোধন কৰা হয়। মুখ্যমন্ত্ৰীয়ে কয় যে সমষ্টিটোৰ সৰ্বাংগীন উন্নয়নৰ বাবে চৰকাৰে বিশেষ গুৰুত্ব দিছে। (964, 1144, 1544, 1172)
article-nps-nalbari (592, 1226, 956, 1497)
paragraph: এই ই-মিথানলৰ প্ৰকল্পই উৎপাদন কৰা পৰিৱেশ অনুকূল ইন্ধনে বাণিজ্যিক জাহাজসমূহৰ বাবে নিৰ্গমন হ্ৰাস কৰাত গুৰুত্বপূৰ্ণ ভূমিকা ল'ব। প্ৰকল্পটোৰ নিৰ্মাণ কাৰ্যত প্ৰায় ৪ হাজাৰ লোকে প্ৰত্যক্ষভাৱে কাম কৰাৰ সুযোগ পাব বুলি মুখ্যমন্ত্ৰীয়ে উল্লেখ কৰে। তেওঁ কয় যে বিশ্বৰ বিভিন্ন দেশে সেউজ ইন্ধনৰ চাহিদা দ্ৰুতগতিত বৃদ্ধি পাইছে আৰু অসমে এই সুযোগ গ্ৰহণ কৰিব লাগিব। (12, 182, 583, 225)
paragraph: বিভিন্ন অনুষ্ঠান-প্ৰতিষ্ঠানে উৎসৱটো উপলক্ষে আলোচনা চক্ৰ, সাংস্কৃতিক শোভাযাত্ৰা আৰু প্ৰদৰ্শনীৰ আয়োজন কৰিছে। নতুন প্ৰজন্মক ঐতিহ্যৰ বিষয়ে সজাগ কৰাৰ লক্ষ্যৰে বিশেষ কাৰ্যসূচী গ্ৰহণ কৰা হৈছে। (592, 241, 956, 284)
paragraph: স্বাস্থ্য শিবিৰসমূহত বিশেষজ্ঞ চিকিৎসকে ৰাইজক পৰীক্ষা কৰিব আৰু বিনামূলীয়া ঔষধ বিতৰণ কৰা হ'ব। প্ৰবীণ নাগৰিক আৰু শিশুৰ স্বাস্থ্যৰ প্ৰতি বিশেষ গুৰুত্ব দিয়া হ'ব বুলি নিগমে জনাইছে। (592, 1162, 956, 1205)
paragraph: তেওঁ লগতে কয় যে চাহ বাগিচাৰ শ্ৰমিকসকলৰ কল্যাণৰ বাবে চৰকাৰে বিভিন্ন আঁচনি গ্ৰহণ কৰিছে। চাহ বাগিচাৰ শ্ৰমিকৰ সন্তানৰ শিক্ষাৰ বাবে বিশেষ বৃত্তি প্ৰদান কৰা হৈছে আৰু স্বাস্থ্য সেৱাৰ উন্নতি সাধন কৰা হৈছে। (964, 690, 1544, 718)
paragraph: মুখ্যমন্ত্ৰীয়ে গোলাঘাট জিলাৰ বিভিন্ন উন্নয়নমূলক প্ৰকল্পৰ বিষয়েও উল্লেখ কৰে। তেওঁ কয় যে জিলাখনত নতুন চিকিৎসা মহাবিদ্যালয়, ৰাস্তা আৰু দলং নিৰ্মাণৰ কাম দ্ৰুতগতিত আগবাঢ়িছে। এই প্ৰকল্পসমূহ সম্পূৰ্ণ হ'লে জিলাখনৰ ৰাইজ উপকৃত হ'ব। (964, 657, 1544, 685)
